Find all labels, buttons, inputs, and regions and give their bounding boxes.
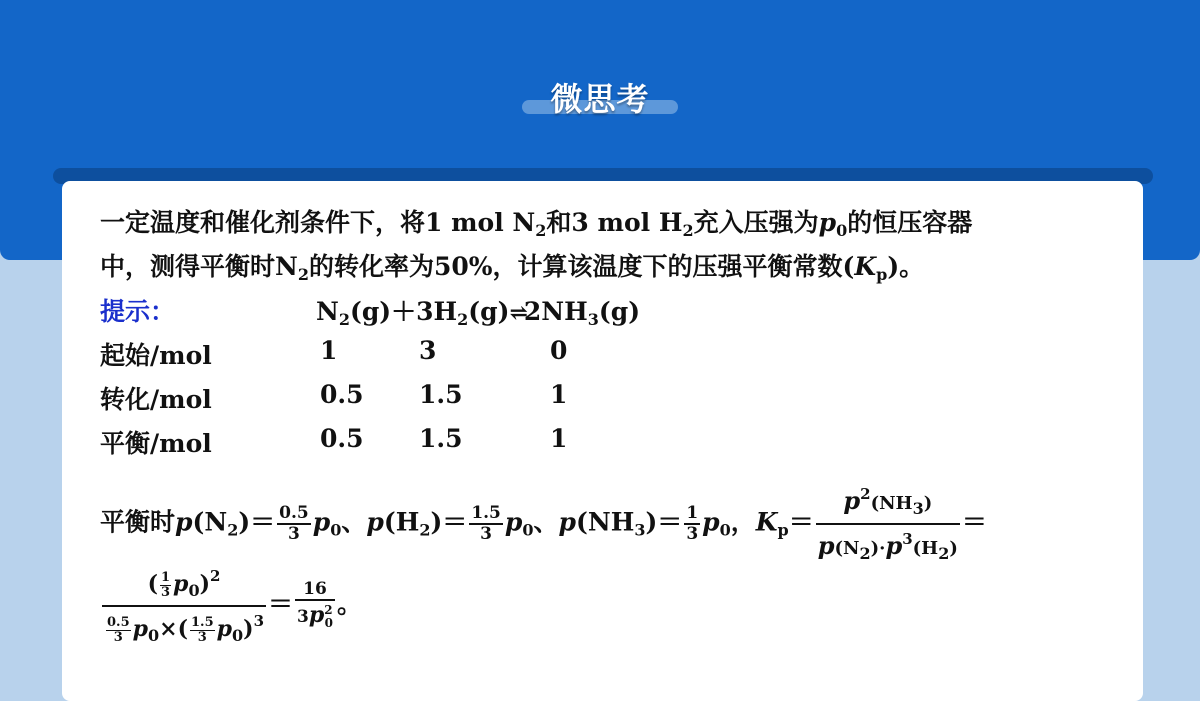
result-line (100, 562, 362, 650)
k-sub: p (777, 520, 789, 540)
equals: ＝ (961, 507, 987, 537)
q2-text-b: 的转化率为50%，计算该温度下的压强平衡常数( (309, 252, 855, 281)
row-value-nh3: 1 (550, 380, 568, 409)
q1-text-d: 的恒压容器 (847, 208, 973, 237)
h2-sub: 2 (419, 520, 431, 540)
reaction-equation (316, 292, 640, 329)
separator: 、 (341, 507, 367, 537)
hint-line (100, 292, 175, 328)
q2-sub-a: 2 (297, 265, 309, 284)
p-symbol: p (558, 507, 577, 537)
q2-k-sub: p (876, 265, 888, 284)
row-value-h2: 1.5 (419, 380, 463, 409)
frac-den: 3 (288, 524, 300, 544)
frac-num: 1 (686, 503, 699, 523)
fraction-nh3 (684, 504, 700, 544)
q2-k: K (854, 252, 877, 281)
eq-n-sub: 2 (338, 310, 350, 329)
kp-numerator: $p^2(NH_3)$ (816, 480, 960, 525)
row-value-h2: 3 (419, 336, 437, 365)
q1-text-c: 充入压强为 (693, 208, 819, 237)
eq-n-g: (g)＋3H (350, 297, 458, 326)
result-numerator: ( $\frac{1}{3}$ $p_0)^2$ (102, 562, 266, 607)
p0-symbol: p (702, 507, 720, 537)
q1-p: p (818, 208, 837, 237)
q1-text-a: 一定温度和催化剂条件下，将1 mol N (100, 208, 536, 237)
p0-sub: 0 (330, 520, 342, 540)
row-value-n2: 0.5 (320, 380, 364, 409)
kp-denominator: $p(N_2)\cdot p^3(H_2)$ (817, 530, 958, 563)
row-value-nh3: 0 (550, 336, 568, 365)
answer-numerator: 16 (295, 580, 335, 601)
h2-close: )＝ (430, 507, 468, 537)
hint-label: 提示： (100, 297, 176, 326)
q1-sub-b: 2 (682, 221, 694, 240)
result-main-fraction (102, 562, 266, 650)
eq-nh-sub: 3 (587, 310, 599, 329)
question-line-1 (100, 203, 972, 240)
n2-sub: 2 (227, 520, 239, 540)
page-title: 微思考 (550, 80, 650, 118)
q1-text-b: 和3 mol H (546, 208, 683, 237)
separator: ， (730, 507, 756, 537)
n2-close: )＝ (238, 507, 276, 537)
nh3-sub: 3 (634, 520, 646, 540)
h2-open: (H (383, 507, 420, 537)
q1-sub-a: 2 (535, 221, 547, 240)
row-value-n2: 1 (320, 336, 338, 365)
separator: 、 (533, 507, 559, 537)
row-value-n2: 0.5 (320, 424, 364, 453)
equals: ＝ (788, 507, 814, 537)
result-denominator: $\frac{0.5}{3}$ $p_0\times$( $\frac{1.5}{3}$ $p_0)^3$ (107, 612, 265, 645)
eq-nh-g: (g) (598, 297, 641, 326)
row-label: 起始/mol (100, 341, 212, 370)
p0-sub: 0 (522, 520, 534, 540)
eq-h-sub: 2 (457, 310, 469, 329)
title-badge (522, 72, 678, 116)
equilibrium-arrow: ⇌ (509, 300, 524, 326)
frac-num: 1.5 (471, 503, 501, 523)
p0-sub: 0 (719, 520, 731, 540)
equals: ＝ (268, 589, 294, 619)
period: 。 (336, 589, 362, 619)
answer-denominator: $3p^2_0$ (297, 601, 333, 630)
nh3-open: (NH (576, 507, 635, 537)
p0-symbol: p (504, 507, 523, 537)
row-value-h2: 1.5 (419, 424, 463, 453)
frac-den: 3 (480, 524, 493, 544)
p-symbol: p (366, 507, 384, 537)
eq-h-g: (g) (468, 297, 510, 326)
row-value-nh3: 1 (550, 424, 568, 453)
eq-prefix: 平衡时 (100, 507, 176, 537)
q1-p-sub: 0 (836, 221, 848, 240)
eq-n: N (316, 297, 339, 326)
nh3-close: )＝ (645, 507, 683, 537)
eq-nh: 2NH (523, 297, 588, 326)
row-label: 平衡/mol (100, 429, 212, 458)
result-answer-fraction (295, 580, 335, 633)
p0-symbol: p (312, 507, 331, 537)
equilibrium-pressures (100, 480, 987, 568)
fraction-h2 (469, 504, 503, 544)
frac-den: 3 (686, 524, 699, 544)
q2-text-a: 中，测得平衡时N (100, 252, 298, 281)
frac-num: 0.5 (279, 503, 309, 523)
kp-expression-fraction (816, 480, 960, 568)
p-symbol: p (175, 507, 193, 537)
n2-open: (N (192, 507, 228, 537)
fraction-n2 (277, 504, 311, 544)
row-label: 转化/mol (100, 385, 212, 414)
q2-text-c: )。 (887, 252, 925, 281)
question-line-2 (100, 247, 924, 284)
k-symbol: K (755, 507, 778, 537)
